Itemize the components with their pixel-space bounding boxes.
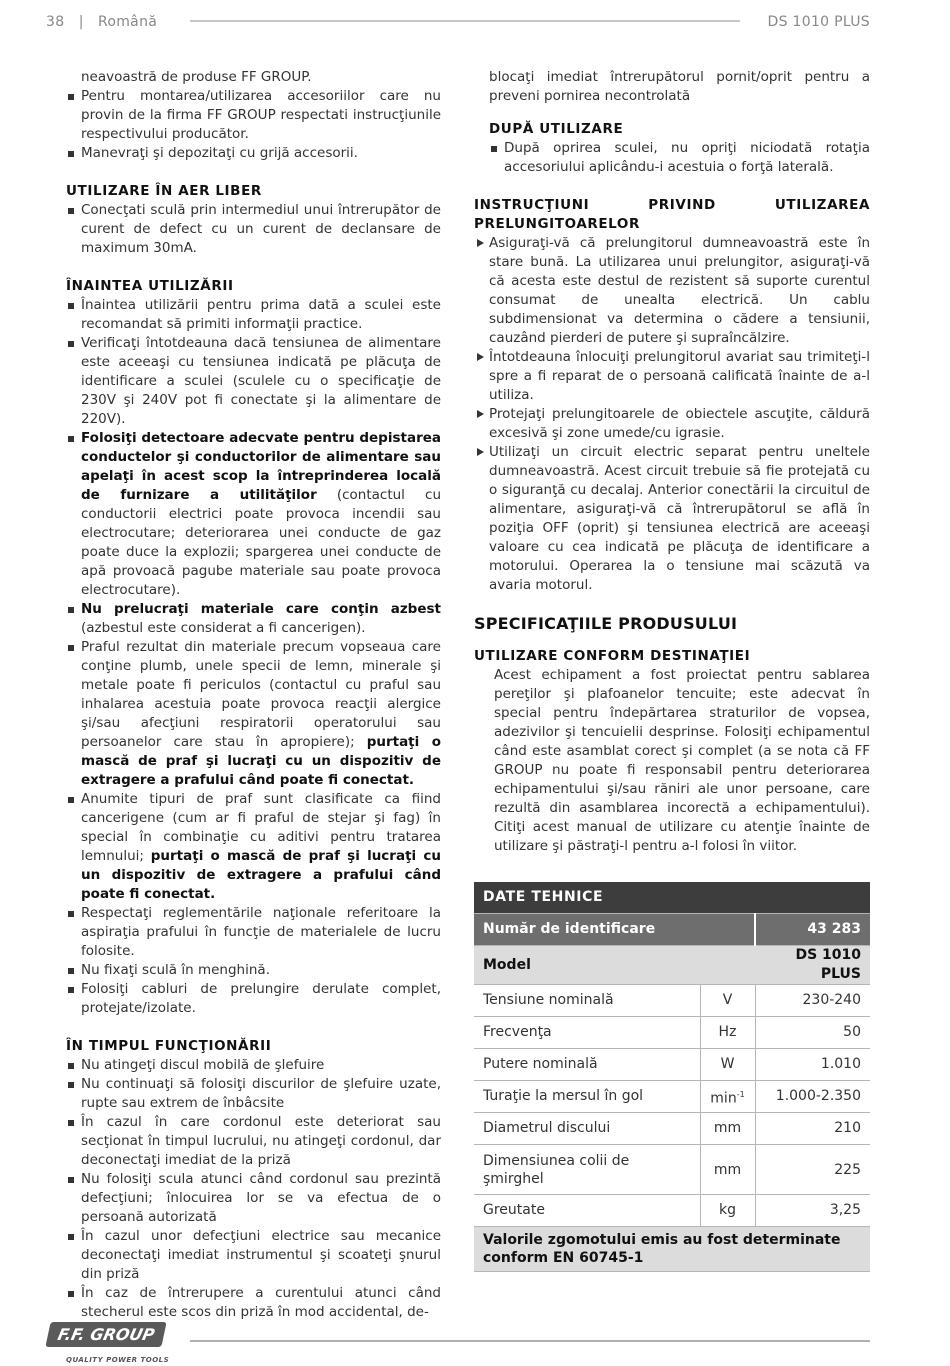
extension-cord-list [474,234,870,595]
list-item: Utilizaţi un circuit electric separat pentru uneltele dumneavoastră. Acest circuit trebuie să fie protejată cu o siguranţă cu decalaj. Anterior conectării la circuitul de alimentare, asiguraţi-vă că întrerupătorul se află în poziţia OFF (oprit) şi tensiunea electrică are aceeaşi valoare cu cea indicată pe plăcuţa de identificare a motorului. Operarea la o tensiune mai scăzută va avaria motorul. [474,443,870,595]
ffgroup-logo [48,1322,169,1366]
row-label: Putere nominală [474,1049,700,1081]
left-column [66,68,441,1322]
page-header-left [46,14,157,30]
header-rule [190,20,740,22]
bold-text: purtaţi o mască de praf şi lucraţi cu un dispozitiv de extragere a prafului când poate fi conectat. [81,848,441,902]
table-row [474,1049,870,1081]
section-heading-during-operation: ÎN TIMPUL FUNCŢIONĂRII [66,1038,272,1054]
row-unit: mm [700,1145,755,1195]
list-item: După oprirea sculei, nu opriţi niciodată rotaţia accesoriului aplicându-i acestuia o forţă laterală. [489,139,870,177]
model-value: DS 1010 PLUS [755,946,870,985]
accessories-list [66,87,441,163]
list-item: Manevraţi şi depozitaţi cu grijă accesorii. [66,144,441,163]
row-value: 1.010 [755,1049,870,1081]
row-unit: Hz [700,1017,755,1049]
table-row [474,1113,870,1145]
id-value: 43 283 [755,914,870,946]
right-column [474,68,870,1272]
header-model: DS 1010 PLUS [767,14,870,30]
list-item: Verificaţi întotdeauna dacă tensiunea de alimentare este aceeaşi cu tensiunea indicată pe plăcuţa de identificare a sculei (sculele cu o specificaţie de 230V şi 240V pot fi conectate şi la alimentare de 220V). [66,334,441,429]
table-row [474,985,870,1017]
before-use-list [66,296,441,1018]
table-row [474,1017,870,1049]
list-item: Folosiţi cabluri de prelungire derulate complet, protejate/izolate. [66,980,441,1018]
technical-data-table [474,882,870,1272]
row-unit: kg [700,1195,755,1227]
row-label: Dimensiunea colii de şmirghel [474,1145,700,1195]
list-item: Înaintea utilizării pentru prima dată a sculei este recomandat să primiti informaţii practice. [66,296,441,334]
header-separator: | [78,14,84,30]
table-row [474,1145,870,1195]
section-heading-before-use: ÎNAINTEA UTILIZĂRII [66,278,234,294]
list-item: Asiguraţi-vă că prelungitorul dumneavoastră este în stare bună. La utilizarea unui prelungitor, asiguraţi-vă că acesta este destul de rezistent să suporte curentul consumat de unealta electrică. Un cablu subdimensionat va determina o cădere a tensiunii, cauzând pierderi de putere şi supraîncălzire. [474,234,870,348]
section-heading-specifications: SPECIFICAŢIILE PRODUSULUI [474,614,738,633]
list-item [66,638,441,790]
section-heading-extension-cords: INSTRUCŢIUNI PRIVIND UTILIZAREA PRELUNGITOARELOR [474,197,870,232]
row-unit [700,1081,755,1113]
list-item: Pentru montarea/utilizarea accesoriilor care nu provin de la firma FF GROUP respectati instrucţiunile respectivului producător. [66,87,441,144]
language-label: Română [97,14,158,30]
section-heading-after-use: DUPĂ UTILIZARE [489,121,624,137]
id-label: Număr de identificare [474,914,755,946]
logo-mark: F.F. GROUP [45,1322,167,1347]
list-item: În cazul în care cordonul este deteriorat sau secţionat în timpul lucrului, nu atingeţi cordonul, dar deconectaţi imediat de la priză [66,1113,441,1170]
outdoor-list [66,201,441,258]
list-item-text: Praful rezultat din materiale precum vopseaua care conţine plumb, unele specii de lemn, minerale şi metale poate fi periculos (contactul cu praful sau inhalarea acestuia poate provoca reacţii alergice şi/sau afecţiuni respiratorii operatorului sau persoanelor care stau în apropiere); [81,639,441,750]
section-heading-outdoor: UTILIZARE ÎN AER LIBER [66,183,262,199]
row-label: Diametrul discului [474,1113,700,1145]
list-item-text: (contactul cu conductorii electrici poate provoca incendii sau electrocutare; deteriorarea unei conducte de gaz poate duce la explozii; spargerea unei conducte de apă provoacă pagube materiale sau poate provoca electrocutare). [81,487,442,598]
list-item: În cazul unor defecţiuni electrice sau mecanice deconectaţi imediat instrumentul şi scoateţi şnurul din priză [66,1227,441,1284]
list-item: Nu folosiţi scula atunci când cordonul sau prezintă defecţiuni; înlocuirea lor se va efectua de o persoană autorizată [66,1170,441,1227]
row-label: Greutate [474,1195,700,1227]
row-label: Turaţie la mersul în gol [474,1081,700,1113]
continued-text: blocaţi imediat întrerupătorul pornit/oprit pentru a preveni pornirea necontrolată [489,69,870,104]
row-value: 210 [755,1113,870,1145]
during-operation-list [66,1056,441,1322]
list-item-text: (azbestul este considerat a fi cancerigen). [81,620,366,636]
row-unit: mm [700,1113,755,1145]
noise-note: Valorile zgomotului emis au fost determinate conform EN 60745-1 [474,1227,870,1272]
bold-text: Folosiţi detectoare adecvate pentru depistarea conductelor şi conductorilor de alimentare sau apelaţi în acest scop la întreprinderea locală de furnizare a utilităţilor [81,430,441,503]
unit-base: min [710,1090,737,1107]
list-item: Protejaţi prelungitoarele de obiectele ascuţite, căldură excesivă şi zone umede/cu igrasie. [474,405,870,443]
table-row [474,1081,870,1113]
row-unit: V [700,985,755,1017]
row-value: 50 [755,1017,870,1049]
row-value: 3,25 [755,1195,870,1227]
section-heading-intended-use: UTILIZARE CONFORM DESTINAŢIEI [474,648,751,664]
row-unit: W [700,1049,755,1081]
page-number: 38 [46,14,65,30]
list-item: Nu fixaţi sculă în menghină. [66,961,441,980]
list-item [66,600,441,638]
list-item-text: Anumite tipuri de praf sunt clasificate ca fiind cancerigene (cum ar fi praful de stejar şi fag) în special în combinaţie cu aditivi pentru tratarea lemnului; [81,791,441,864]
row-label: Tensiune nominală [474,985,700,1017]
bold-text: Nu prelucraţi materiale care conţin azbest [81,601,441,617]
row-value: 1.000-2.350 [755,1081,870,1113]
model-label: Model [474,946,755,985]
continued-text: neavoastră de produse FF GROUP. [81,69,312,85]
after-use-list [474,139,870,177]
footer-rule [190,1340,870,1342]
table-row [474,1195,870,1227]
list-item: Nu continuaţi să folosiţi discurilor de şlefuire uzate, rupte sau extrem de înbâcsite [66,1075,441,1113]
list-item: Întotdeauna înlocuiţi prelungitorul avariat sau trimiteţi-l spre a fi reparat de o persoană calificată înainte de a-l utiliza. [474,348,870,405]
list-item: Respectaţi reglementările naţionale referitoare la aspiraţia prafului în funcţie de materialele de lucru folosite. [66,904,441,961]
list-item: Conecţati sculă prin intermediul unui întrerupător de curent de defect cu un curent de declansare de maximum 30mA. [66,201,441,258]
row-value: 230-240 [755,985,870,1017]
list-item: Nu atingeţi discul mobilă de şlefuire [66,1056,441,1075]
list-item [66,429,441,600]
bold-text: purtaţi o mască de praf şi lucraţi cu un dispozitiv de extragere a prafului când poate fi conectat. [81,734,441,788]
intended-use-text: Acest echipament a fost proiectat pentru sablarea pereţilor şi plafoanelor tencuite; este adecvat în special pentru îndepărtarea straturilor de vopsea, adezivilor şi tencuielii desprinse. Folosiţi echipamentul când este asamblat corect şi complet (a se nota că FF GROUP nu poate fi responsabil pentru deteriorarea echipamentului şi/sau răniri ale unor persoane, care rezultă din asamblarea incorectă a echipamentului). Citiţi acest manual de utilizare cu atenţie înainte de utilizare şi păstraţi-l pentru a-l folosi în viitor. [494,667,870,854]
row-value: 225 [755,1145,870,1195]
row-label: Frecvenţa [474,1017,700,1049]
logo-tagline: QUALITY POWER TOOLS [66,1356,170,1364]
unit-exponent: -1 [736,1089,745,1099]
list-item: În caz de întrerupere a curentului atunci când stecherul este scos din priză în mod accidental, de- [66,1284,441,1322]
list-item [66,790,441,904]
table-title: DATE TEHNICE [474,882,870,914]
